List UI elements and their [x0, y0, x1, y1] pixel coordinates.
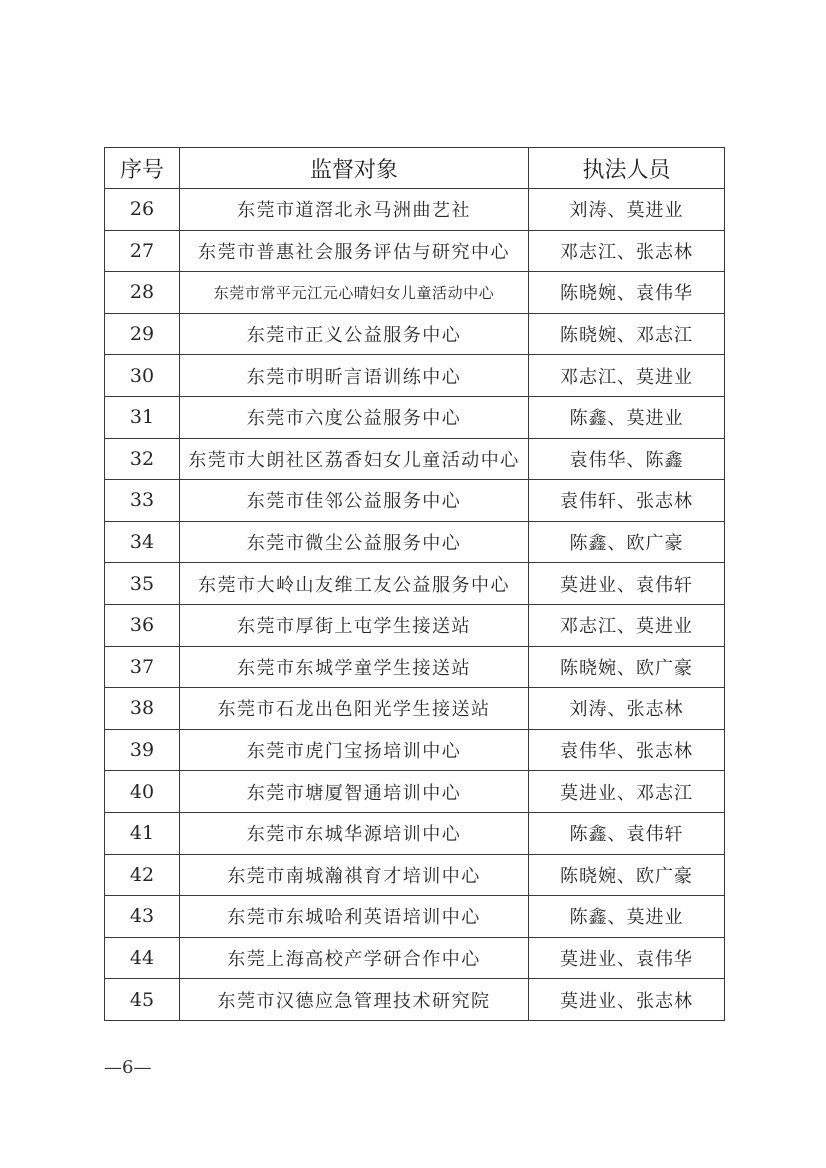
row-serial-number: 45	[105, 979, 180, 1021]
row-enforcement-staff: 莫进业、张志林	[529, 979, 725, 1021]
row-supervision-target: 东莞市东城华源培训中心	[180, 812, 529, 854]
row-serial-number: 44	[105, 937, 180, 979]
table-row	[105, 438, 725, 480]
row-serial-number: 37	[105, 646, 180, 688]
row-enforcement-staff: 莫进业、袁伟轩	[529, 563, 725, 605]
row-serial-number: 35	[105, 563, 180, 605]
row-serial-number: 29	[105, 313, 180, 355]
row-supervision-target: 东莞市塘厦智通培训中心	[180, 771, 529, 813]
row-supervision-target: 东莞市东城哈利英语培训中心	[180, 896, 529, 938]
row-serial-number: 27	[105, 230, 180, 272]
table-row	[105, 646, 725, 688]
table-row	[105, 272, 725, 314]
row-serial-number: 38	[105, 688, 180, 730]
row-supervision-target: 东莞市普惠社会服务评估与研究中心	[180, 230, 529, 272]
row-supervision-target: 东莞市正义公益服务中心	[180, 313, 529, 355]
row-serial-number: 32	[105, 438, 180, 480]
table-row	[105, 563, 725, 605]
row-supervision-target: 东莞市南城瀚祺育才培训中心	[180, 854, 529, 896]
table-row	[105, 396, 725, 438]
row-enforcement-staff: 刘涛、张志林	[529, 688, 725, 730]
row-supervision-target: 东莞市石龙出色阳光学生接送站	[180, 688, 529, 730]
row-serial-number: 26	[105, 189, 180, 231]
row-serial-number: 39	[105, 729, 180, 771]
table-row	[105, 937, 725, 979]
table-row	[105, 230, 725, 272]
header-serial-number: 序号	[105, 148, 180, 189]
row-supervision-target: 东莞市明昕言语训练中心	[180, 355, 529, 397]
row-enforcement-staff: 陈鑫、莫进业	[529, 896, 725, 938]
row-serial-number: 42	[105, 854, 180, 896]
row-supervision-target: 东莞市汉德应急管理技术研究院	[180, 979, 529, 1021]
row-enforcement-staff: 刘涛、莫进业	[529, 189, 725, 231]
row-enforcement-staff: 莫进业、袁伟华	[529, 937, 725, 979]
row-serial-number: 28	[105, 272, 180, 314]
row-supervision-target: 东莞市道滘北永马洲曲艺社	[180, 189, 529, 231]
row-supervision-target: 东莞市微尘公益服务中心	[180, 521, 529, 563]
row-enforcement-staff: 邓志江、张志林	[529, 230, 725, 272]
table-row	[105, 854, 725, 896]
row-supervision-target: 东莞市大朗社区荔香妇女儿童活动中心	[180, 438, 529, 480]
table-row	[105, 313, 725, 355]
row-serial-number: 30	[105, 355, 180, 397]
row-enforcement-staff: 陈晓婉、欧广豪	[529, 646, 725, 688]
table-header-row	[105, 148, 725, 189]
row-supervision-target: 东莞市虎门宝扬培训中心	[180, 729, 529, 771]
table-row	[105, 604, 725, 646]
supervision-table-container	[104, 147, 724, 1021]
row-serial-number: 34	[105, 521, 180, 563]
row-enforcement-staff: 袁伟华、张志林	[529, 729, 725, 771]
row-serial-number: 31	[105, 396, 180, 438]
row-enforcement-staff: 陈鑫、欧广豪	[529, 521, 725, 563]
table-row	[105, 979, 725, 1021]
row-supervision-target: 东莞上海高校产学研合作中心	[180, 937, 529, 979]
row-enforcement-staff: 陈晓婉、邓志江	[529, 313, 725, 355]
table-row	[105, 771, 725, 813]
table-row	[105, 521, 725, 563]
table-row	[105, 896, 725, 938]
row-serial-number: 33	[105, 480, 180, 522]
row-supervision-target: 东莞市厚街上屯学生接送站	[180, 604, 529, 646]
row-supervision-target: 东莞市佳邻公益服务中心	[180, 480, 529, 522]
table-row	[105, 355, 725, 397]
table-row	[105, 812, 725, 854]
row-serial-number: 40	[105, 771, 180, 813]
row-enforcement-staff: 袁伟轩、张志林	[529, 480, 725, 522]
row-supervision-target: 东莞市六度公益服务中心	[180, 396, 529, 438]
row-serial-number: 36	[105, 604, 180, 646]
table-row	[105, 480, 725, 522]
row-supervision-target: 东莞市大岭山友维工友公益服务中心	[180, 563, 529, 605]
row-enforcement-staff: 邓志江、莫进业	[529, 604, 725, 646]
row-enforcement-staff: 陈晓婉、袁伟华	[529, 272, 725, 314]
row-enforcement-staff: 袁伟华、陈鑫	[529, 438, 725, 480]
row-enforcement-staff: 陈鑫、袁伟轩	[529, 812, 725, 854]
row-enforcement-staff: 莫进业、邓志江	[529, 771, 725, 813]
row-enforcement-staff: 陈鑫、莫进业	[529, 396, 725, 438]
table-row	[105, 189, 725, 231]
supervision-table	[104, 147, 725, 1021]
row-enforcement-staff: 陈晓婉、欧广豪	[529, 854, 725, 896]
row-serial-number: 43	[105, 896, 180, 938]
row-supervision-target: 东莞市东城学童学生接送站	[180, 646, 529, 688]
header-supervision-target: 监督对象	[180, 148, 529, 189]
page-number: —6—	[104, 1057, 152, 1078]
row-supervision-target: 东莞市常平元江元心晴妇女儿童活动中心	[180, 272, 529, 314]
row-serial-number: 41	[105, 812, 180, 854]
row-enforcement-staff: 邓志江、莫进业	[529, 355, 725, 397]
header-enforcement-staff: 执法人员	[529, 148, 725, 189]
table-row	[105, 688, 725, 730]
table-row	[105, 729, 725, 771]
